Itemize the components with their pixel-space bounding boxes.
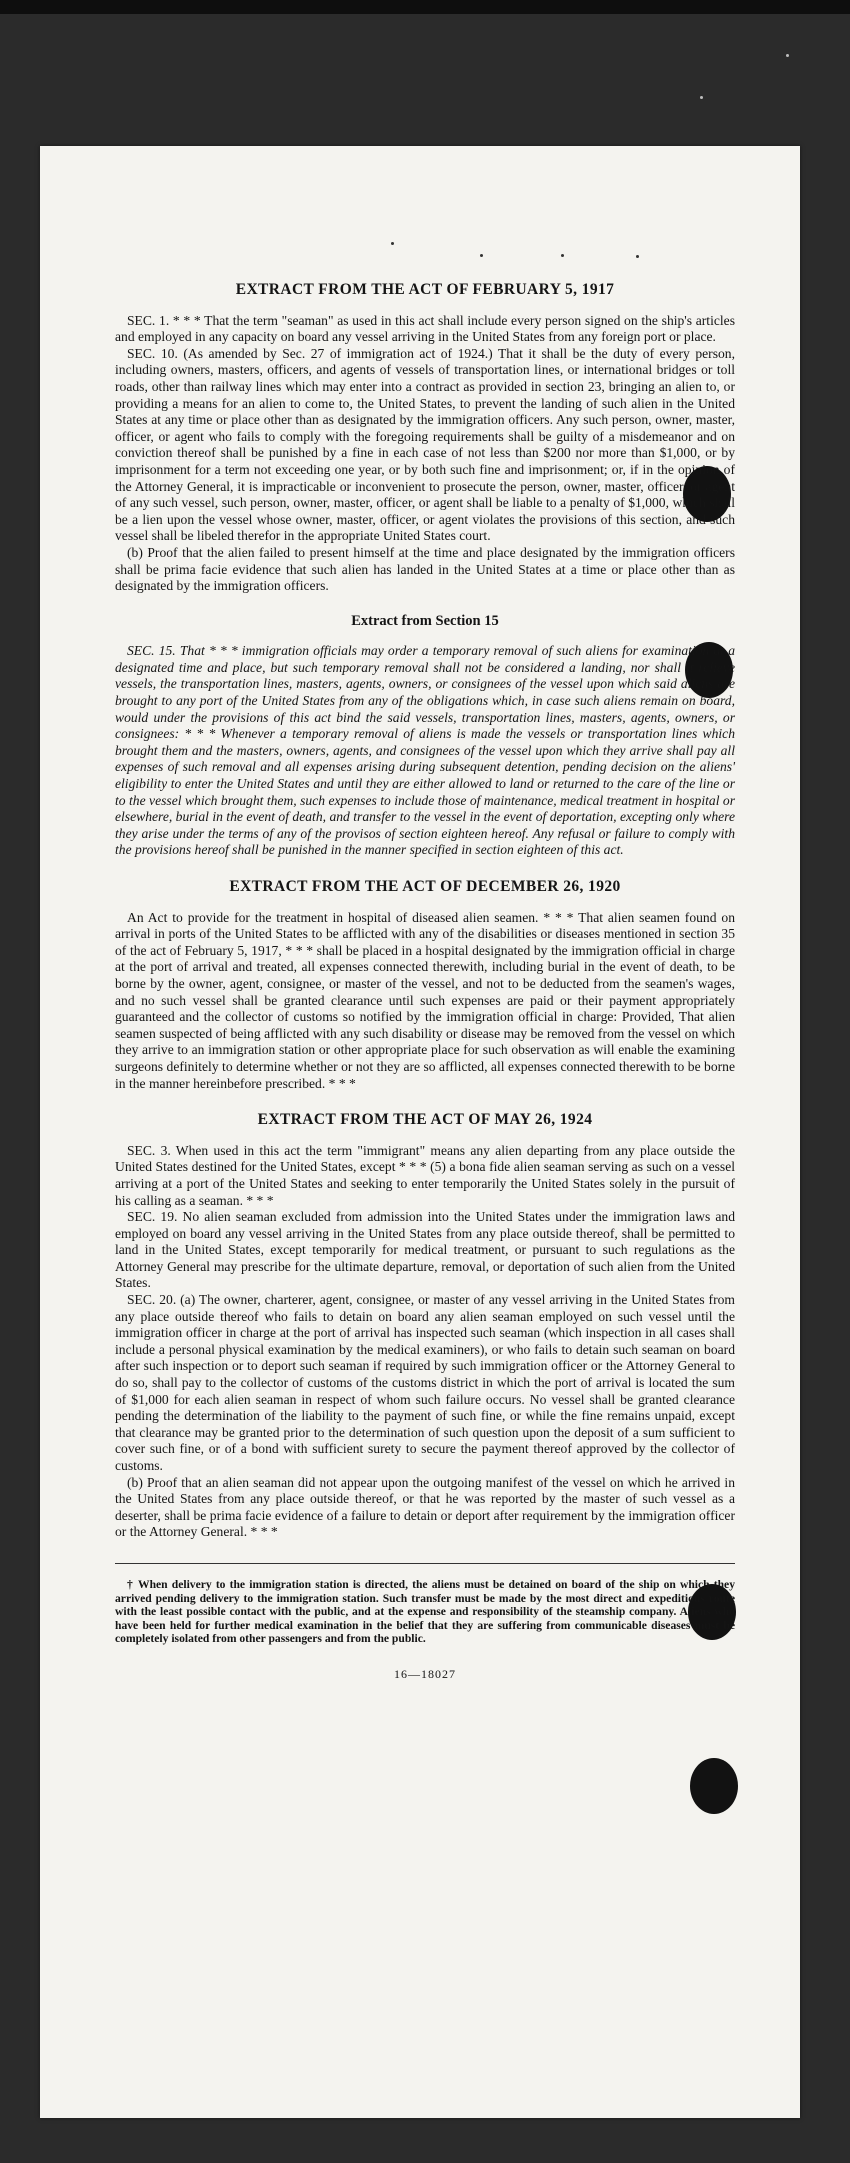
footnote: † When delivery to the immigration station is directed, the aliens must be detained on board of the ship on which they arrived pending delivery to the immigration station. Such transfer must be made by the most direct and expeditious route with the least possible contact with the public, and at the expense and responsibility of the steamship company. Aliens who have been held for further medical examination in the belief that they are suffering from communicable diseases must be completely isolated from other passengers and from the public. xyxy=(115,1577,735,1646)
heading-act-1920: EXTRACT FROM THE ACT OF DECEMBER 26, 1920 xyxy=(229,878,621,895)
folio-number: 16—18027 xyxy=(394,1666,456,1681)
heading-act-1924: EXTRACT FROM THE ACT OF MAY 26, 1924 xyxy=(257,1111,593,1129)
paragraph-sec-1: SEC. 1. * * * That the term "seaman" as used in this act shall include every person signed on the ship's articles and employed in any capacity on board any vessel arriving in the United States from any foreign port or place. xyxy=(115,312,735,345)
document-page xyxy=(40,146,800,2118)
paragraph-act-1920: An Act to provide for the treatment in hospital of diseased alien seamen. * * * That alien seamen found on arrival in ports of the United States to be afflicted with any of the disabilities or diseases mentioned in section 35 of the act of February 5, 1917, * * * shall be placed in a hospital designated by the immigration official in charge at the port of arrival and treated, all expenses connected therewith, including burial in the event of death, to be borne by the owner, agent, consignee, or master of the vessel, and not to be deducted from the seamen's wages, and no such vessel shall be granted clearance until such expenses are paid or their payment appropriately guaranteed and the collector of customs so notified by the immigration official in charge: Provided, That alien seamen suspected of being afflicted with any such disability or disease may be removed from the vessel on which they arrive to an immigration station or other appropriate place for such observation as will enable the examining surgeons definitely to determine whether or not they are so afflicted, all expenses connected therewith to be borne in the manner hereinbefore prescribed. * * * xyxy=(115,909,735,1091)
scan-speck xyxy=(786,54,789,57)
page-mark xyxy=(561,254,564,257)
paragraph-sec-15: SEC. 15. That * * * immigration officials may order a temporary removal of such aliens for examination at a designated time and place, but such temporary removal shall not be considered a landing, nor shall it relieve vessels, the transportation lines, masters, agents, owners, or consignees of the vessel upon which said aliens are brought to any port of the United States from any of the obligations which, in case such aliens remain on board, would under the provisions of this act bind the said vessels, transportation lines, masters, agents, owners, or consignees: * * * Whenever a temporary removal of aliens is made the vessels or transportation lines which brought them and the masters, owners, agents, and consignees of the vessel upon which they arrive shall pay all expenses of such removal and all expenses arising during subsequent detention, pending decision on the aliens' eligibility to enter the United States and until they are either allowed to land or returned to the care of the line or to the vessel which brought them, such expenses to include those of maintenance, medical treatment in hospital or elsewhere, burial in the event of death, and transfer to the vessel in the event of deportation, excepting only where they arise under the terms of any of the provisos of section eighteen hereof. Any refusal or failure to comply with the provisions hereof shall be punished in the manner specified in section eighteen of this act. xyxy=(115,643,735,858)
footnote-divider xyxy=(115,1563,735,1564)
paragraph-sec-20-b: (b) Proof that an alien seaman did not appear upon the outgoing manifest of the vessel on which he arrived in the United States from any place outside thereof, or that he was reported by the master of such vessel as a deserter, shall be prima facie evidence of a failure to detain or deport after requirement by the immigration officer or the Attorney General. * * * xyxy=(115,1474,735,1540)
page-mark xyxy=(636,255,639,258)
paragraph-sec-20-a: SEC. 20. (a) The owner, charterer, agent, consignee, or master of any vessel arriving in the United States from any place outside thereof who fails to detain on board any alien seaman employed on such vessel until the immigration officer in charge at the port of arrival has inspected such seaman (which inspection in all cases shall include a personal physical examination by the medical examiners), or who fails to detain such seaman on board after such inspection or to deport such seaman if required by such immigration officer or the Attorney General to do so, shall pay to the collector of customs of the customs district in which the port of arrival is located the sum of $1,000 for each alien seaman in respect of whom such failure occurs. No vessel shall be granted clearance pending the determination of the liability to the payment of such fine, or while the fine remains unpaid, except that clearance may be granted prior to the determination of such question upon the deposit of a sum sufficient to cover such fine, or of a bond with sufficient surety to secure the payment thereof approved by the collector of customs. xyxy=(115,1292,735,1473)
paragraph-sec-3: SEC. 3. When used in this act the term "immigrant" means any alien departing from any place outside the United States destined for the United States, except * * * (5) a bona fide alien seaman serving as such on a vessel arriving at a port of the United States and seeking to enter temporarily the United States solely in the pursuit of his calling as a seaman. * * * xyxy=(115,1142,735,1208)
heading-section-15: Extract from Section 15 xyxy=(351,612,499,629)
document-body xyxy=(115,282,735,1683)
paragraph-sec-10: SEC. 10. (As amended by Sec. 27 of immigration act of 1924.) That it shall be the duty of every person, including owners, masters, officers, and agents of vessels of transportation lines, or international bridges or toll roads, other than railway lines which may enter into a contract as provided in section 23, bringing an alien to, or providing a means for an alien to come to, the United States, to prevent the landing of such alien in the United States at any time or place other than as designated by the immigration officers. Any such person, owner, master, officer, or agent who fails to comply with the foregoing requirements shall be guilty of a misdemeanor and on conviction thereof shall be punished by a fine in each case of not less than $200 nor more than $1,000, or by imprisonment for a term not exceeding one year, or by both such fine and imprisonment; or, if in the opinion of the Attorney General, it is impracticable or inconvenient to prosecute the person, owner, master, officer, or agent of any such vessel, such person, owner, master, officer, or agent shall be liable to a penalty of $1,000, which shall be a lien upon the vessel whose owner, master, officer, or agent violates the provisions of this section, and such vessel shall be libeled therefor in the appropriate United States court. xyxy=(115,345,735,544)
punch-hole xyxy=(690,1758,738,1814)
heading-act-1917: EXTRACT FROM THE ACT OF FEBRUARY 5, 1917 xyxy=(235,281,615,298)
scan-speck xyxy=(700,96,703,99)
paragraph-sec-19: SEC. 19. No alien seaman excluded from admission into the United States under the immigration laws and employed on board any vessel arriving in the United States from any place outside thereof, shall be permitted to land in the United States, except temporarily for medical treatment, or pursuant to such regulations as the Attorney General may prescribe for the ultimate departure, removal, or deportation of such alien from the United States. xyxy=(115,1209,735,1291)
paragraph-sec-10-b: (b) Proof that the alien failed to present himself at the time and place designated by the immigration officers shall be prima facie evidence that such alien has landed in the United States at a time or place other than as designated by the immigration officers. xyxy=(115,544,735,594)
page-mark xyxy=(480,254,483,257)
page-mark xyxy=(391,242,394,245)
scanner-edge xyxy=(0,0,850,14)
